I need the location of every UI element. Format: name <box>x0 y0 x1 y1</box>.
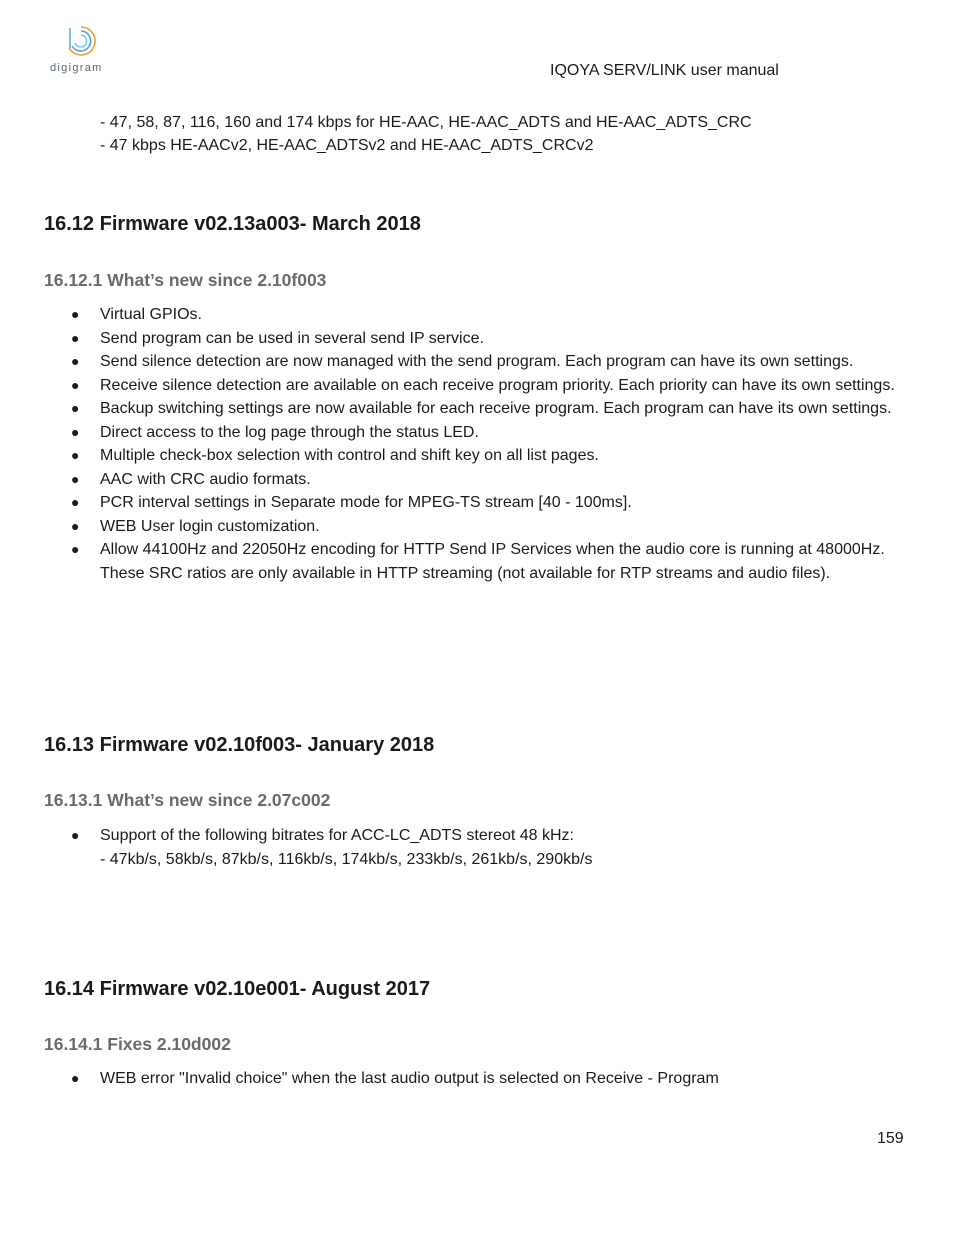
list-item <box>71 421 900 445</box>
bullet-icon: ● <box>71 447 80 463</box>
list-item-text: Multiple check-box selection with control and shift key on all list pages. <box>100 447 599 464</box>
list-item <box>71 397 900 421</box>
list-item <box>71 303 900 327</box>
page-number: 159 <box>877 1130 904 1147</box>
list-item <box>71 515 900 539</box>
list-item <box>71 374 900 398</box>
list-item <box>71 444 900 468</box>
list-item-text: WEB User login customization. <box>100 517 320 535</box>
subsection-heading-16-13-1: 16.13.1 What’s new since 2.07c002 <box>44 790 331 810</box>
list-item <box>71 491 900 515</box>
section-heading-16-13: 16.13 Firmware v02.10f003- January 2018 <box>44 734 435 756</box>
document-title: IQOYA SERV/LINK user manual <box>550 62 779 79</box>
bullet-icon: ● <box>71 494 80 510</box>
list-item-text: AAC with CRC audio formats. <box>100 470 311 488</box>
fixes-list-16-14-1 <box>71 1067 900 1091</box>
list-item-text: Backup switching settings are now available for each receive program. Each program can have its own settings. <box>100 400 892 417</box>
list-item <box>71 1067 900 1091</box>
list-item <box>71 538 900 585</box>
bullet-icon: ● <box>71 306 80 322</box>
list-item-text: Allow 44100Hz and 22050Hz encoding for HTTP Send IP Services when the audio core is running at 48000Hz. These SRC ratios are only available in HTTP streaming (not available for RTP streams and audio files). <box>100 541 885 582</box>
list-item-bitrates: - 47kb/s, 58kb/s, 87kb/s, 116kb/s, 174kb/s, 233kb/s, 261kb/s, 290kb/s <box>100 850 593 868</box>
bullet-icon: ● <box>71 423 80 440</box>
list-item <box>71 327 900 351</box>
list-item-text: Send silence detection are now managed with the send program. Each program can have its own settings. <box>100 353 854 370</box>
bitrate-line-he-aacv2: - 47 kbps HE-AACv2, HE-AAC_ADTSv2 and HE-AAC_ADTS_CRCv2 <box>100 137 594 154</box>
subsection-heading-16-12-1: 16.12.1 What’s new since 2.10f003 <box>44 270 327 290</box>
list-item-text: Support of the following bitrates for ACC-LC_ADTS stereot 48 kHz: <box>100 827 574 844</box>
section-heading-16-14: 16.14 Firmware v02.10e001- August 2017 <box>44 978 431 1000</box>
bullet-icon: ● <box>71 400 80 416</box>
bitrate-line-he-aac: - 47, 58, 87, 116, 160 and 174 kbps for HE-AAC, HE-AAC_ADTS and HE-AAC_ADTS_CRC <box>100 114 752 131</box>
changelog-list-16-13-1 <box>71 824 900 871</box>
list-item-text: Virtual GPIOs. <box>100 306 202 323</box>
bullet-icon: ● <box>71 827 80 843</box>
list-item <box>71 468 900 492</box>
bullet-icon: ● <box>71 353 80 369</box>
logo-wordmark: digigram <box>50 62 103 74</box>
list-item-text: Receive silence detection are available on each receive program priority. Each priority can have its own settings. <box>100 376 895 394</box>
bullet-icon: ● <box>71 470 80 487</box>
subsection-heading-16-14-1: 16.14.1 Fixes 2.10d002 <box>44 1034 231 1054</box>
section-heading-16-12: 16.12 Firmware v02.13a003- March 2018 <box>44 213 421 235</box>
list-item-text: Send program can be used in several send IP service. <box>100 329 484 347</box>
bullet-icon: ● <box>71 329 80 346</box>
list-item-text: Direct access to the log page through the status LED. <box>100 423 479 441</box>
changelog-list-16-12-1 <box>71 303 900 585</box>
list-item-text: PCR interval settings in Separate mode for MPEG-TS stream [40 - 100ms]. <box>100 494 632 511</box>
bullet-icon: ● <box>71 541 80 557</box>
bullet-icon: ● <box>71 517 80 534</box>
digigram-logo <box>48 24 112 80</box>
list-item <box>71 824 900 871</box>
list-item <box>71 350 900 374</box>
bullet-icon: ● <box>71 1070 80 1086</box>
bullet-icon: ● <box>71 376 80 393</box>
list-item-text: WEB error "Invalid choice" when the last audio output is selected on Receive - Program <box>100 1070 719 1087</box>
digigram-logo-icon <box>64 24 98 58</box>
